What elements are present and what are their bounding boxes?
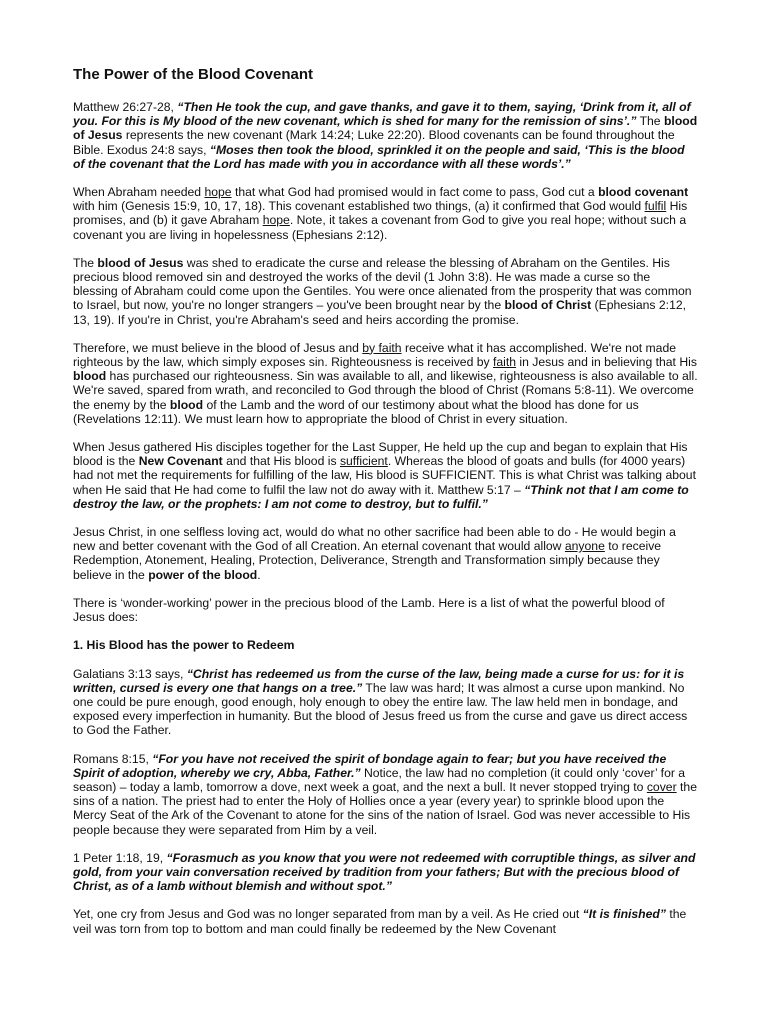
text-run: the veil was torn from top to bottom and man could finally be redeemed by the New Covenant bbox=[73, 907, 687, 936]
paragraph bbox=[73, 256, 698, 327]
text-run: the sins of a nation. The priest had to enter the Holy of Hollies once a year (every year) to sprinkle blood upon the Mercy Seat of the Ark of the Covenant to atone for the sins of the nation of Israel. God was never accessible to His people because they were separated from Him by a veil. bbox=[73, 779, 697, 837]
underlined-text: hope bbox=[204, 185, 232, 200]
text-run: (Ephesians 2:12, 13, 19). If you're in Christ, you're Abraham's seed and heirs according the promise. bbox=[73, 298, 687, 327]
section-paragraph bbox=[73, 851, 698, 894]
text-run: represents the new covenant (Mark 14:24; Luke 22:20). Blood covenants can be found throughout the Bible. Exodus 24:8 says, bbox=[73, 128, 675, 157]
section-paragraph bbox=[73, 667, 698, 738]
underlined-text: faith bbox=[493, 355, 517, 370]
bold-text: blood covenant bbox=[598, 185, 689, 200]
text-run: in Jesus and in believing that His bbox=[516, 355, 697, 370]
scripture-quote: “Moses then took the blood, sprinkled it on the people and said, ‘This is the blood of the covenant that the Lord has made with you in accordance with all these words’.” bbox=[73, 142, 685, 171]
paragraph bbox=[73, 185, 698, 242]
section-paragraph bbox=[73, 907, 698, 935]
text-run: His promises, and (b) it gave Abraham bbox=[73, 199, 688, 228]
text-run: Jesus Christ, in one selfless loving act, would do what no other sacrifice had been able to do - He would begin a new and better covenant with the God of all Creation. An eternal covenant that would allow bbox=[73, 525, 676, 554]
text-run: . Whereas the blood of goats and bulls (for 4000 years) had not met the requirements for fulfilling of the law, His blood is SUFFICIENT. This is what Christ was talking about when He said that He had come to fulfil the law not do away with it. Matthew 5:17 – bbox=[73, 454, 696, 497]
text-run: . Note, it takes a covenant from God to give you real hope; without such a covenant you are living in hopelessness (Ephesians 2:12). bbox=[73, 213, 687, 242]
text-run: was shed to eradicate the curse and release the blessing of Abraham on the Gentiles. His precious blood removed sin and destroyed the works of the devil (1 John 3:8). He was made a curse so the blessing of Abraham could come upon the Gentiles. You were once alienated from the prosperity that was common to Israel, but now, you're no longer strangers – you've been brought near by the bbox=[73, 255, 692, 313]
section-paragraph bbox=[73, 752, 698, 837]
scripture-quote: “Christ has redeemed us from the curse of the law, being made a curse for us: for it is written, cursed is every one that hangs on a tree.” bbox=[73, 666, 685, 695]
scripture-quote: “For you have not received the spirit of bondage again to fear; but you have received the Spirit of adoption, whereby we cry, Abba, Father.” bbox=[73, 751, 667, 780]
text-run: to receive Redemption, Atonement, Healing, Protection, Deliverance, Strength and Transformation simply because they believe in the bbox=[73, 539, 662, 582]
text-run: Matthew 26:27-28, bbox=[73, 100, 178, 114]
bold-text: blood bbox=[169, 397, 204, 412]
text-run: When Jesus gathered His disciples together for the Last Supper, He held up the cup and began to explain that His blood is the bbox=[73, 440, 688, 469]
text-run: Therefore, we must believe in the blood of Jesus and bbox=[73, 340, 363, 355]
text-run: When Abraham needed bbox=[73, 185, 205, 200]
text-run: has purchased our righteousness. Sin was available to all, and likewise, righteousness is also available to all. We're saved, spared from wrath, and reconciled to God through the blood of Christ (Romans 5:8-11). We overcome the enemy by the bbox=[73, 369, 698, 412]
scripture-quote: “Forasmuch as you know that you were not redeemed with corruptible things, as silver and gold, from your vain conversation received by tradition from your fathers; But with the precious blood of Christ, as of a lamb without blemish and without spot.” bbox=[73, 850, 696, 894]
underlined-text: cover bbox=[646, 779, 677, 794]
text-run: Notice, the law had no completion (it could only ‘cover’ for a season) – today a lamb, tomorrow a dove, next week a goat, and the next a bull. It never stopped trying to bbox=[73, 765, 686, 794]
text-run: 1 Peter 1:18, 19, bbox=[73, 850, 167, 865]
text-run: There is ‘wonder-working’ power in the precious blood of the Lamb. Here is a list of what the powerful blood of Jesus does: bbox=[73, 595, 665, 625]
scripture-quote: “It is finished” bbox=[582, 907, 666, 922]
text-run: that what God had promised would in fact come to pass, God cut a bbox=[231, 185, 599, 200]
underlined-text: by faith bbox=[362, 340, 402, 355]
bold-text: blood of Jesus bbox=[97, 255, 184, 270]
underlined-text: sufficient bbox=[339, 454, 388, 469]
underlined-text: fulfil bbox=[644, 199, 667, 214]
text-run: Romans 8:15, bbox=[73, 751, 153, 766]
underlined-text: anyone bbox=[564, 539, 605, 554]
paragraph bbox=[73, 341, 698, 426]
bold-text: blood bbox=[73, 369, 107, 384]
text-run: receive what it has accomplished. We're not made righteous by the law, which simply exposes sin. Righteousness is received by bbox=[73, 340, 676, 370]
bold-text: blood of Christ bbox=[504, 298, 592, 313]
paragraph bbox=[73, 596, 698, 624]
text-run: Galatians 3:13 says, bbox=[73, 666, 187, 681]
bold-text: New Covenant bbox=[138, 454, 223, 469]
paragraph bbox=[73, 440, 698, 511]
text-run: of the Lamb and the word of our testimony about what the blood has done for us (Revelations 12:11). We must learn how to appropriate the blood of Christ in every situation. bbox=[73, 397, 639, 426]
scripture-quote: “Think not that I am come to destroy the law, or the prophets: I am not come to destroy, but to fulfil.” bbox=[73, 482, 689, 511]
bold-text: blood of Jesus bbox=[73, 114, 698, 143]
document-title: The Power of the Blood Covenant bbox=[73, 66, 314, 83]
text-run: . bbox=[257, 567, 261, 582]
paragraph bbox=[73, 525, 698, 582]
text-run: Yet, one cry from Jesus and God was no longer separated from man by a veil. As He cried out bbox=[73, 907, 583, 922]
text-run: The bbox=[636, 114, 664, 129]
text-run: with him (Genesis 15:9, 10, 17, 18). This covenant established two things, (a) it confirmed that God would bbox=[73, 199, 645, 214]
section-heading: 1. His Blood has the power to Redeem bbox=[73, 638, 295, 653]
underlined-text: hope bbox=[262, 213, 290, 228]
scripture-quote: “Then He took the cup, and gave thanks, and gave it to them, saying, ‘Drink from it, all of you. For this is My blood of the new covenant, which is shed for many for the remission of sins’.” bbox=[73, 100, 691, 129]
text-run: The law was hard; It was almost a curse upon mankind. No one could be pure enough, good enough, holy enough to obey the entire law. The law held men in bondage, and exposed every imperfection in humanity. But the blood of Jesus freed us from the curse and gave us direct access to God the Father. bbox=[73, 680, 688, 738]
bold-text: power of the blood bbox=[148, 567, 258, 582]
paragraph bbox=[73, 100, 698, 171]
text-run: The bbox=[73, 255, 98, 270]
text-run: and that His blood is bbox=[222, 454, 340, 469]
